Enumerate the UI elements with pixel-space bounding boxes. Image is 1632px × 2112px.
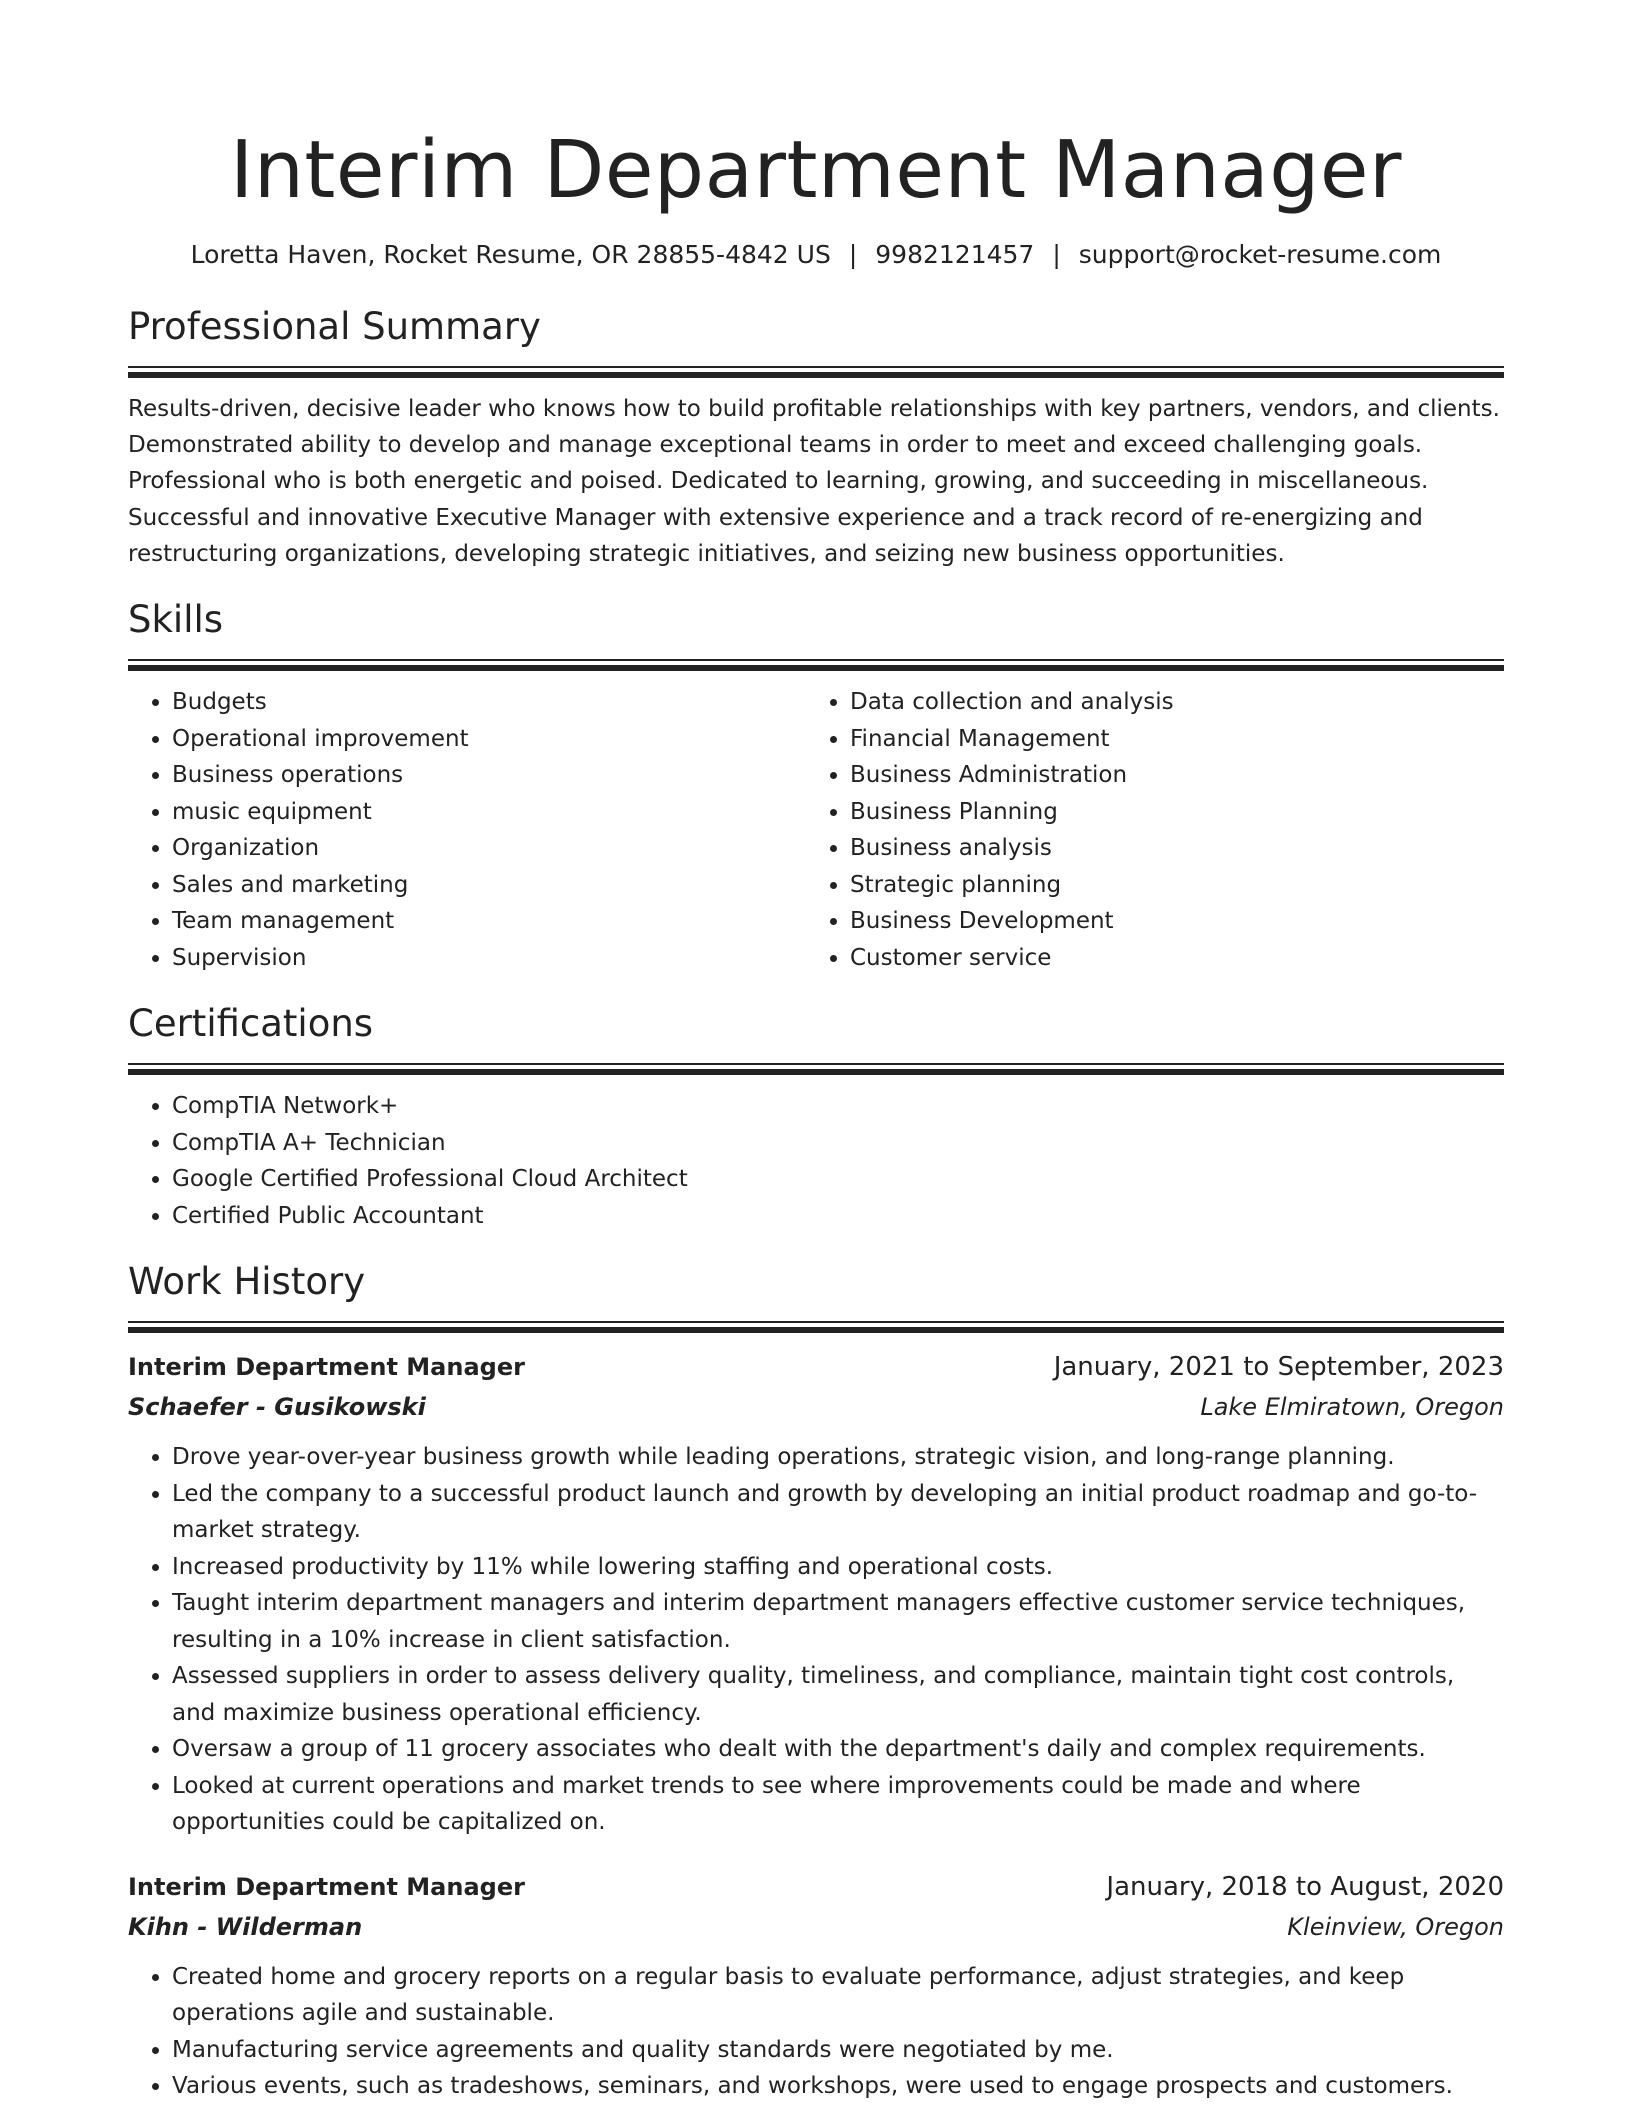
section-divider (128, 366, 1504, 378)
skill-item: • Strategic planning (850, 867, 1504, 904)
job-bullet: • Led the company to a successful product launch and growth by developing an initial product roadmap and go-to-market strategy. (172, 1476, 1504, 1549)
section-divider (128, 1063, 1504, 1075)
certification-item: • Google Certified Professional Cloud Architect (172, 1161, 1504, 1198)
job-subheader (128, 1387, 1504, 1427)
job-bullet: • Increased productivity by 11% while lowering staffing and operational costs. (172, 1549, 1504, 1586)
certifications-heading: Certifications (128, 1002, 374, 1046)
skills-heading: Skills (128, 598, 224, 642)
skills-column-left (128, 684, 806, 976)
skill-item: • Business Development (850, 903, 1504, 940)
job-bullets (128, 1439, 1504, 1841)
section-divider (128, 1321, 1504, 1333)
skill-item: • Business Planning (850, 794, 1504, 831)
job-location: Kleinview, Oregon (1287, 1912, 1504, 1941)
job-company: Kihn - Wilderman (128, 1912, 363, 1941)
certification-item: • CompTIA Network+ (172, 1088, 1504, 1125)
contact-address: Loretta Haven, Rocket Resume, OR 28855-4842 US (190, 240, 831, 269)
work-history-heading: Work History (128, 1260, 366, 1304)
job-bullet: • Taught interim department managers and interim department managers effective customer service techniques, resulting in a 10% increase in client satisfaction. (172, 1585, 1504, 1658)
job-bullet: • Assessed suppliers in order to assess delivery quality, timeliness, and compliance, maintain tight cost controls, and maximize business operational efficiency. (172, 1658, 1504, 1731)
skill-item: • Supervision (172, 940, 806, 977)
job-company: Schaefer - Gusikowski (128, 1393, 426, 1422)
contact-phone: 9982121457 (875, 240, 1035, 269)
skill-item: • Team management (172, 903, 806, 940)
job-header (128, 1867, 1504, 1907)
job-bullets (128, 1959, 1504, 2105)
summary-text: Results-driven, decisive leader who knows how to build profitable relationships with key partners, vendors, and clients. Demonstrated ability to develop and manage exceptional teams in order to meet and exceed challenging goals. Professional who is both energetic and poised. Dedicated to learning, growing, and succeeding in miscellaneous. Successful and innovative Executive Manager with extensive experience and a track record of re-energizing and restructuring organizations, developing strategic initiatives, and seizing new business opportunities. (128, 396, 1500, 567)
skill-item: • Business analysis (850, 830, 1504, 867)
job-bullet: • Created home and grocery reports on a regular basis to evaluate performance, adjust strategies, and keep operations agile and sustainable. (172, 1959, 1504, 2032)
contact-separator: | (848, 240, 858, 269)
job-bullet: • Various events, such as tradeshows, seminars, and workshops, were used to engage prospects and customers. (172, 2068, 1504, 2105)
job-entry (128, 1347, 1504, 1841)
skill-item: • music equipment (172, 794, 806, 831)
contact-email[interactable]: support@rocket-resume.com (1078, 240, 1442, 269)
work-history-section (128, 1257, 1504, 2105)
skills-column-right (806, 684, 1504, 976)
skill-item: • Budgets (172, 684, 806, 721)
job-header (128, 1347, 1504, 1387)
skill-item: • Business operations (172, 757, 806, 794)
contact-separator: | (1052, 240, 1061, 269)
job-title: Interim Department Manager (128, 1872, 525, 1901)
job-dates: January, 2021 to September, 2023 (1053, 1352, 1504, 1383)
skill-item: • Data collection and analysis (850, 684, 1504, 721)
job-dates: January, 2018 to August, 2020 (1106, 1871, 1504, 1902)
skill-item: • Sales and marketing (172, 867, 806, 904)
job-entry (128, 1867, 1504, 2105)
skill-item: • Financial Management (850, 721, 1504, 758)
skills-list-left (128, 684, 806, 976)
skill-item: • Business Administration (850, 757, 1504, 794)
skill-item: • Customer service (850, 940, 1504, 977)
skills-section (128, 595, 1504, 976)
certifications-section (128, 999, 1504, 1234)
job-bullet: • Looked at current operations and market trends to see where improvements could be made and where opportunities could be capitalized on. (172, 1768, 1504, 1841)
job-location: Lake Elmiratown, Oregon (1200, 1393, 1504, 1422)
job-title: Interim Department Manager (128, 1353, 525, 1382)
summary-section (128, 302, 1504, 572)
skill-item: • Organization (172, 830, 806, 867)
skills-grid (128, 684, 1504, 976)
certification-item: • CompTIA A+ Technician (172, 1125, 1504, 1162)
resume-title: Interim Department Manager (230, 124, 1402, 216)
job-subheader (128, 1907, 1504, 1947)
job-bullet: • Oversaw a group of 11 grocery associates who dealt with the department's daily and complex requirements. (172, 1731, 1504, 1768)
skills-list-right (806, 684, 1504, 976)
skill-item: • Operational improvement (172, 721, 806, 758)
section-divider (128, 659, 1504, 671)
certification-item: • Certified Public Accountant (172, 1198, 1504, 1235)
summary-heading: Professional Summary (128, 305, 541, 348)
certifications-list (128, 1088, 1504, 1234)
job-bullet: • Drove year-over-year business growth while leading operations, strategic vision, and long-range planning. (172, 1439, 1504, 1476)
contact-line (128, 238, 1504, 272)
job-bullet: • Manufacturing service agreements and quality standards were negotiated by me. (172, 2032, 1504, 2069)
